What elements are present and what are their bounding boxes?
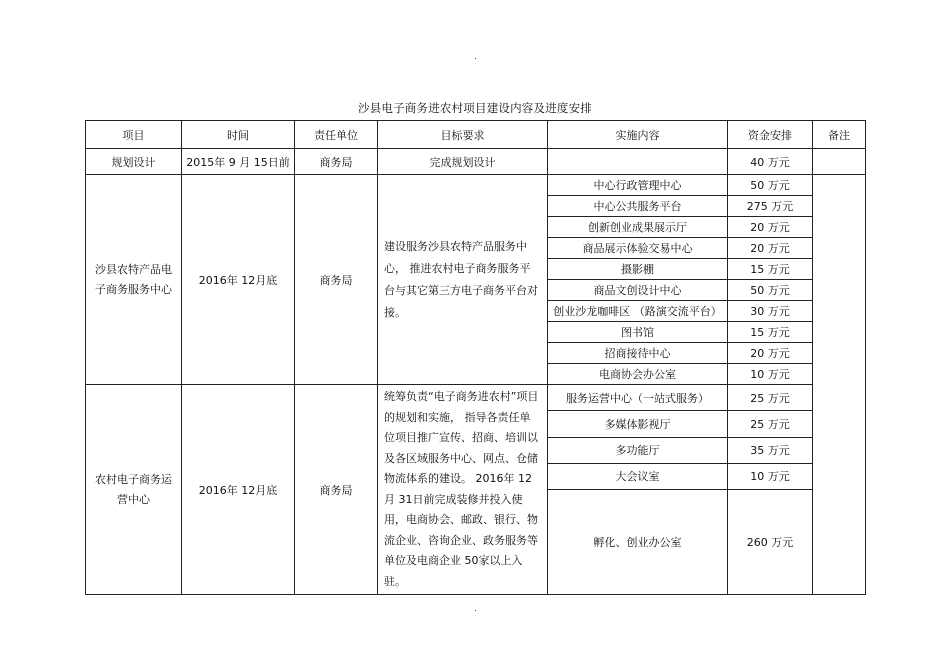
header-content: 实施内容 xyxy=(548,121,728,149)
funds-cell: 50 万元 xyxy=(728,175,813,196)
note-cell xyxy=(813,175,866,595)
content-cell: 大会议室 xyxy=(548,463,728,489)
content-cell: 多媒体影视厅 xyxy=(548,411,728,437)
content-cell: 招商接待中心 xyxy=(548,343,728,364)
goal-cell: 建设服务沙县农特产品服务中心， 推进农村电子商务服务平台与其它第三方电子商务平台对接。 xyxy=(378,175,548,385)
funds-cell: 25 万元 xyxy=(728,411,813,437)
funds-cell: 40 万元 xyxy=(728,149,813,175)
header-project: 项目 xyxy=(86,121,182,149)
funds-cell: 20 万元 xyxy=(728,217,813,238)
table-row xyxy=(86,385,866,411)
content-cell: 创新创业成果展示厅 xyxy=(548,217,728,238)
content-cell: 多功能厅 xyxy=(548,437,728,463)
header-time: 时间 xyxy=(182,121,295,149)
schedule-table xyxy=(85,120,866,595)
page-mark-top: . xyxy=(474,52,477,62)
unit-cell: 商务局 xyxy=(295,149,378,175)
content-cell xyxy=(548,149,728,175)
content-cell: 商品展示体验交易中心 xyxy=(548,238,728,259)
funds-cell: 275 万元 xyxy=(728,196,813,217)
document-title: 沙县电子商务进农村项目建设内容及进度安排 xyxy=(358,101,592,115)
content-cell: 商品文创设计中心 xyxy=(548,280,728,301)
content-cell: 电商协会办公室 xyxy=(548,364,728,385)
header-funds: 资金安排 xyxy=(728,121,813,149)
header-goal: 目标要求 xyxy=(378,121,548,149)
content-cell: 摄影棚 xyxy=(548,259,728,280)
project-cell: 农村电子商务运营中心 xyxy=(86,385,182,595)
goal-cell: 完成规划设计 xyxy=(378,149,548,175)
content-cell: 中心行政管理中心 xyxy=(548,175,728,196)
time-cell: 2016年 12月底 xyxy=(182,385,295,595)
content-cell: 中心公共服务平台 xyxy=(548,196,728,217)
funds-cell: 15 万元 xyxy=(728,259,813,280)
unit-cell: 商务局 xyxy=(295,175,378,385)
note-cell xyxy=(813,149,866,175)
funds-cell: 30 万元 xyxy=(728,301,813,322)
funds-cell: 20 万元 xyxy=(728,238,813,259)
funds-cell: 35 万元 xyxy=(728,437,813,463)
content-cell: 服务运营中心（一站式服务） xyxy=(548,385,728,411)
funds-cell: 50 万元 xyxy=(728,280,813,301)
goal-cell: 统筹负责“电子商务进农村”项目的规划和实施， 指导各责任单位项目推广宣传、招商、培训以及各区域服务中心、网点、仓储物流体系的建设。 2016年 12月 31日前完成装修并投入使用，电商协会、邮政、银行、物流企业、咨询企业、政务服务等单位及电商企业 50家以上入驻。 xyxy=(378,385,548,595)
funds-cell: 10 万元 xyxy=(728,364,813,385)
page-mark-bottom: . xyxy=(474,604,477,614)
project-cell: 规划设计 xyxy=(86,149,182,175)
time-cell: 2015年 9 月 15日前 xyxy=(182,149,295,175)
content-cell: 图书馆 xyxy=(548,322,728,343)
project-cell: 沙县农特产品电子商务服务中心 xyxy=(86,175,182,385)
funds-cell: 15 万元 xyxy=(728,322,813,343)
funds-cell: 10 万元 xyxy=(728,463,813,489)
table-row xyxy=(86,149,866,175)
header-unit: 责任单位 xyxy=(295,121,378,149)
content-cell: 孵化、创业办公室 xyxy=(548,490,728,595)
unit-cell: 商务局 xyxy=(295,385,378,595)
header-row xyxy=(86,121,866,149)
time-cell: 2016年 12月底 xyxy=(182,175,295,385)
funds-cell: 25 万元 xyxy=(728,385,813,411)
content-cell: 创业沙龙咖啡区 （路演交流平台） xyxy=(548,301,728,322)
funds-cell: 260 万元 xyxy=(728,490,813,595)
funds-cell: 20 万元 xyxy=(728,343,813,364)
header-note: 备注 xyxy=(813,121,866,149)
table-row xyxy=(86,175,866,196)
